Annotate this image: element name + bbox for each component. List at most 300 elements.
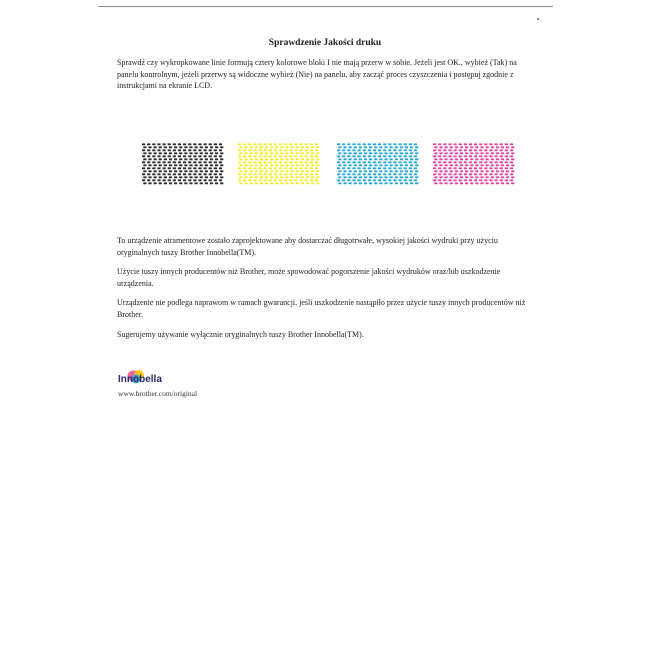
ink-dot: [415, 176, 418, 178]
ink-dot: [200, 146, 203, 148]
ink-dot: [470, 170, 473, 172]
ink-dot: [465, 164, 468, 166]
ink-dot: [189, 170, 192, 172]
ink-dot: [410, 164, 413, 166]
ink-dot: [459, 167, 462, 169]
ink-dot: [275, 170, 278, 172]
ink-dot: [414, 149, 417, 151]
ink-dot: [384, 152, 387, 154]
ink-dot: [474, 167, 477, 169]
ink-dot: [390, 158, 393, 160]
ink-dot: [414, 179, 417, 181]
ink-dot: [358, 173, 361, 175]
ink-dot: [384, 176, 387, 178]
ink-dot: [285, 164, 288, 166]
ink-dot: [474, 149, 477, 151]
ink-dot: [433, 161, 436, 163]
ink-dot: [264, 143, 267, 145]
ink-dot: [305, 143, 308, 145]
ink-dot: [379, 170, 382, 172]
ink-dot: [409, 179, 412, 181]
ink-dot: [264, 173, 267, 175]
ink-dot: [373, 179, 376, 181]
ink-dot: [270, 146, 273, 148]
ink-dot: [291, 170, 294, 172]
ink-dot: [157, 149, 160, 151]
ink-dot: [410, 152, 413, 154]
ink-dot: [352, 143, 355, 145]
ink-dot: [147, 167, 150, 169]
ink-dot: [460, 152, 463, 154]
ink-dot: [209, 167, 212, 169]
ink-dot: [163, 167, 166, 169]
ink-dot: [486, 146, 489, 148]
ink-dot: [395, 164, 398, 166]
ink-dot: [205, 152, 208, 154]
ink-dot: [169, 146, 172, 148]
ink-dot: [434, 152, 437, 154]
ink-dot: [209, 143, 212, 145]
ink-dot: [310, 173, 313, 175]
ink-dot: [459, 179, 462, 181]
ink-dot: [248, 143, 251, 145]
ink-dot: [219, 149, 222, 151]
ink-dot: [173, 167, 176, 169]
ink-dot: [193, 155, 196, 157]
ink-dot: [479, 173, 482, 175]
ink-dot: [163, 143, 166, 145]
ink-dot: [506, 176, 509, 178]
ink-dot: [274, 173, 277, 175]
ink-dot: [506, 170, 509, 172]
ink-dot: [188, 155, 191, 157]
ink-dot: [373, 155, 376, 157]
ink-dot: [511, 182, 514, 184]
ink-dot: [214, 173, 217, 175]
ink-dot: [379, 164, 382, 166]
ink-dot: [363, 167, 366, 169]
ink-dot: [404, 161, 407, 163]
ink-dot: [506, 146, 509, 148]
ink-dot: [200, 176, 203, 178]
ink-dot: [205, 182, 208, 184]
ink-dot: [505, 167, 508, 169]
ink-dot: [484, 179, 487, 181]
ink-dot: [142, 143, 145, 145]
ink-dot: [448, 161, 451, 163]
ink-dot: [152, 149, 155, 151]
ink-dot: [279, 167, 282, 169]
ink-dot: [475, 146, 478, 148]
ink-dot: [275, 182, 278, 184]
ink-dot: [448, 155, 451, 157]
ink-dot: [311, 170, 314, 172]
ink-dot: [506, 182, 509, 184]
ink-dot: [347, 143, 350, 145]
ink-dot: [511, 146, 514, 148]
ink-dot: [310, 143, 313, 145]
ink-dot: [439, 170, 442, 172]
ink-dot: [300, 155, 303, 157]
ink-dot: [259, 155, 262, 157]
ink-dot: [250, 158, 253, 160]
ink-dot: [500, 143, 503, 145]
ink-dot: [460, 176, 463, 178]
ink-dot: [439, 182, 442, 184]
ink-dot: [169, 158, 172, 160]
ink-dot: [248, 161, 251, 163]
ink-dot: [510, 161, 513, 163]
ink-dot: [195, 146, 198, 148]
ink-dot: [470, 182, 473, 184]
cyan-dot-pattern: [337, 143, 419, 185]
ink-dot: [489, 155, 492, 157]
ink-dot: [404, 155, 407, 157]
info-paragraph-1: To urządzenie atramentowe zostało zaprojektowane aby dostarczać długotrwałe, wysokiej jakości wydruki przy użyciu oryginalnych tuszy Brother Innobella(TM).: [117, 236, 498, 257]
ink-dot: [306, 152, 309, 154]
ink-dot: [404, 167, 407, 169]
ink-dot: [501, 182, 504, 184]
ink-dot: [364, 152, 367, 154]
ink-dot: [248, 149, 251, 151]
ink-dot: [291, 152, 294, 154]
ink-dot: [157, 161, 160, 163]
innobella-logo: [118, 369, 164, 385]
ink-dot: [193, 173, 196, 175]
ink-dot: [374, 170, 377, 172]
ink-dot: [395, 146, 398, 148]
ink-dot: [347, 149, 350, 151]
ink-dot: [455, 176, 458, 178]
ink-dot: [410, 158, 413, 160]
ink-dot: [219, 161, 222, 163]
ink-dot: [379, 152, 382, 154]
ink-dot: [253, 143, 256, 145]
ink-dot: [265, 182, 268, 184]
ink-dot: [316, 182, 319, 184]
ink-dot: [496, 158, 499, 160]
ink-dot: [152, 179, 155, 181]
ink-dot: [311, 176, 314, 178]
ink-dot: [178, 173, 181, 175]
ink-dot: [359, 164, 362, 166]
info-paragraph-2: Użycie tuszy innych producentów niż Brother, może spowodować pogorszenie jakości wydruków oraz/lub uszkodzenie urządzenia.: [117, 267, 501, 288]
ink-dot: [479, 167, 482, 169]
ink-dot: [368, 149, 371, 151]
ink-dot: [157, 143, 160, 145]
ink-dot: [414, 167, 417, 169]
ink-dot: [384, 164, 387, 166]
ink-dot: [395, 176, 398, 178]
ink-dot: [510, 167, 513, 169]
ink-dot: [284, 149, 287, 151]
ink-dot: [300, 167, 303, 169]
ink-dot: [439, 158, 442, 160]
ink-dot: [183, 167, 186, 169]
ink-dot: [464, 161, 467, 163]
ink-dot: [506, 164, 509, 166]
ink-dot: [311, 152, 314, 154]
ink-dot: [354, 146, 357, 148]
ink-dot: [369, 152, 372, 154]
ink-dot: [486, 158, 489, 160]
ink-dot: [215, 182, 218, 184]
ink-dot: [459, 173, 462, 175]
ink-dot: [269, 143, 272, 145]
ink-dot: [486, 170, 489, 172]
ink-dot: [358, 161, 361, 163]
ink-dot: [459, 155, 462, 157]
ink-dot: [363, 143, 366, 145]
ink-dot: [260, 146, 263, 148]
ink-dot: [195, 152, 198, 154]
ink-dot: [342, 143, 345, 145]
ink-dot: [438, 155, 441, 157]
ink-dot: [414, 155, 417, 157]
ink-dot: [238, 167, 241, 169]
ink-dot: [505, 143, 508, 145]
ink-dot: [198, 149, 201, 151]
ink-dot: [415, 158, 418, 160]
ink-dot: [147, 155, 150, 157]
ink-dot: [195, 170, 198, 172]
ink-dot: [244, 170, 247, 172]
ink-dot: [259, 143, 262, 145]
ink-dot: [439, 146, 442, 148]
ink-dot: [159, 158, 162, 160]
ink-dot: [400, 158, 403, 160]
ink-dot: [363, 161, 366, 163]
ink-dot: [294, 143, 297, 145]
ink-dot: [399, 179, 402, 181]
ink-dot: [219, 167, 222, 169]
ink-dot: [204, 179, 207, 181]
ink-dot: [305, 173, 308, 175]
ink-dot: [300, 149, 303, 151]
ink-dot: [489, 167, 492, 169]
ink-dot: [342, 179, 345, 181]
ink-dot: [400, 152, 403, 154]
ink-dot: [143, 170, 146, 172]
ink-dot: [169, 170, 172, 172]
ink-dot: [443, 173, 446, 175]
ink-dot: [393, 173, 396, 175]
ink-dot: [454, 143, 457, 145]
ink-dot: [274, 149, 277, 151]
ink-dot: [338, 152, 341, 154]
ink-dot: [250, 146, 253, 148]
ink-dot: [368, 167, 371, 169]
ink-dot: [204, 149, 207, 151]
ink-dot: [250, 170, 253, 172]
ink-dot: [363, 155, 366, 157]
ink-dot: [310, 149, 313, 151]
ink-dot: [460, 182, 463, 184]
ink-dot: [434, 170, 437, 172]
ink-dot: [364, 176, 367, 178]
ink-dot: [152, 173, 155, 175]
ink-dot: [474, 173, 477, 175]
ink-dot: [342, 155, 345, 157]
ink-dot: [274, 179, 277, 181]
ink-dot: [248, 167, 251, 169]
ink-dot: [152, 167, 155, 169]
ink-dot: [358, 155, 361, 157]
ink-dot: [220, 176, 223, 178]
ink-dot: [455, 182, 458, 184]
ink-dot: [395, 152, 398, 154]
ink-dot: [491, 164, 494, 166]
ink-dot: [184, 152, 187, 154]
ink-dot: [347, 155, 350, 157]
ink-dot: [157, 167, 160, 169]
ink-dot: [274, 167, 277, 169]
ink-dot: [358, 149, 361, 151]
ink-dot: [265, 158, 268, 160]
ink-dot: [404, 173, 407, 175]
ink-dot: [259, 173, 262, 175]
ink-dot: [454, 179, 457, 181]
ink-dot: [250, 182, 253, 184]
ink-dot: [484, 161, 487, 163]
ink-dot: [214, 161, 217, 163]
ink-dot: [148, 146, 151, 148]
ink-dot: [284, 161, 287, 163]
ink-dot: [239, 164, 242, 166]
ink-dot: [198, 173, 201, 175]
color-test-blocks: [0, 143, 650, 185]
ink-dot: [484, 173, 487, 175]
ink-dot: [239, 158, 242, 160]
ink-dot: [169, 152, 172, 154]
ink-dot: [198, 155, 201, 157]
magenta-dot-pattern: [433, 143, 515, 185]
ink-dot: [239, 152, 242, 154]
ink-dot: [495, 149, 498, 151]
ink-dot: [410, 176, 413, 178]
ink-dot: [373, 143, 376, 145]
ink-dot: [438, 161, 441, 163]
ink-dot: [269, 161, 272, 163]
ink-dot: [479, 161, 482, 163]
ink-dot: [352, 161, 355, 163]
ink-dot: [310, 155, 313, 157]
ink-dot: [173, 143, 176, 145]
ink-dot: [384, 158, 387, 160]
ink-dot: [294, 149, 297, 151]
ink-dot: [338, 164, 341, 166]
ink-dot: [220, 158, 223, 160]
ink-dot: [470, 152, 473, 154]
ink-dot: [369, 182, 372, 184]
ink-dot: [265, 152, 268, 154]
ink-dot: [445, 182, 448, 184]
ink-dot: [337, 155, 340, 157]
ink-dot: [305, 149, 308, 151]
ink-dot: [143, 152, 146, 154]
ink-dot: [306, 182, 309, 184]
ink-dot: [189, 164, 192, 166]
ink-dot: [179, 146, 182, 148]
ink-dot: [354, 182, 357, 184]
ink-dot: [154, 182, 157, 184]
ink-dot: [405, 164, 408, 166]
ink-dot: [173, 149, 176, 151]
ink-dot: [306, 170, 309, 172]
ink-dot: [414, 173, 417, 175]
ink-dot: [484, 167, 487, 169]
ink-dot: [269, 167, 272, 169]
ink-dot: [169, 182, 172, 184]
ink-dot: [179, 182, 182, 184]
ink-dot: [501, 158, 504, 160]
ink-dot: [486, 152, 489, 154]
black-dot-pattern: [142, 143, 224, 185]
ink-dot: [214, 149, 217, 151]
ink-dot: [469, 173, 472, 175]
ink-dot: [368, 155, 371, 157]
ink-dot: [147, 161, 150, 163]
ink-dot: [378, 155, 381, 157]
ink-dot: [475, 158, 478, 160]
ink-dot: [342, 161, 345, 163]
ink-dot: [238, 179, 241, 181]
ink-dot: [152, 155, 155, 157]
ink-dot: [378, 149, 381, 151]
ink-dot: [510, 179, 513, 181]
ink-dot: [280, 152, 283, 154]
ink-dot: [270, 152, 273, 154]
ink-dot: [244, 182, 247, 184]
ink-dot: [479, 143, 482, 145]
ink-dot: [284, 179, 287, 181]
ink-dot: [343, 146, 346, 148]
ink-dot: [269, 173, 272, 175]
ink-dot: [384, 146, 387, 148]
ink-dot: [244, 158, 247, 160]
ink-dot: [296, 164, 299, 166]
ink-dot: [343, 164, 346, 166]
ink-dot: [337, 179, 340, 181]
ink-dot: [142, 149, 145, 151]
ink-dot: [495, 173, 498, 175]
innobella-logo-icon: [118, 369, 164, 385]
ink-dot: [358, 143, 361, 145]
ink-dot: [383, 143, 386, 145]
ink-dot: [378, 173, 381, 175]
ink-dot: [464, 143, 467, 145]
ink-dot: [383, 179, 386, 181]
ink-dot: [378, 167, 381, 169]
ink-dot: [189, 182, 192, 184]
ink-dot: [270, 176, 273, 178]
ink-dot: [415, 170, 418, 172]
ink-dot: [388, 179, 391, 181]
ink-dot: [275, 146, 278, 148]
ink-dot: [439, 152, 442, 154]
ink-dot: [193, 179, 196, 181]
ink-dot: [280, 170, 283, 172]
ink-dot: [500, 149, 503, 151]
ink-dot: [163, 179, 166, 181]
ink-dot: [200, 158, 203, 160]
ink-dot: [289, 167, 292, 169]
ink-dot: [183, 179, 186, 181]
ink-dot: [342, 173, 345, 175]
ink-dot: [433, 179, 436, 181]
ink-dot: [279, 161, 282, 163]
ink-dot: [188, 167, 191, 169]
